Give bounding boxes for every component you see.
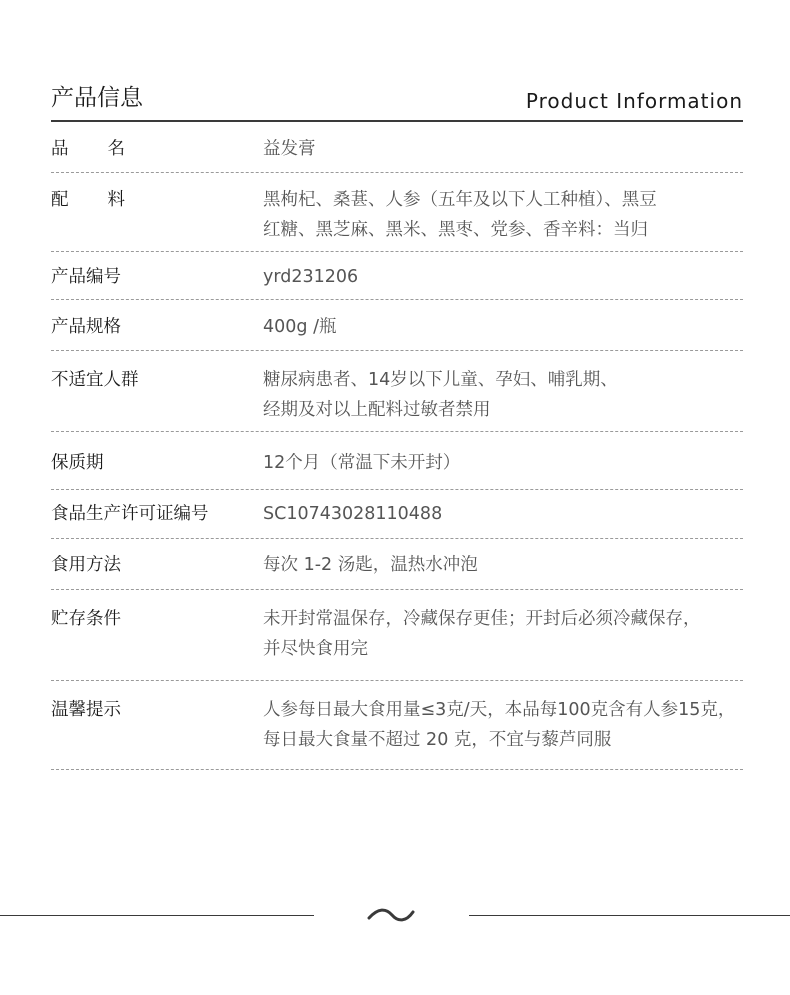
info-row-value-line: 人参每日最大食用量≤3克/天，本品每100克含有人参15克，: [263, 700, 736, 720]
info-row-value: [263, 448, 743, 478]
info-row-value: [263, 134, 743, 164]
footer-divider-left: [0, 915, 314, 916]
info-row-label: 温馨提示: [51, 700, 121, 720]
info-row-label: 食用方法: [51, 555, 121, 575]
info-row: [51, 432, 743, 490]
info-row-value-line: 经期及对以上配料过敏者禁用: [263, 400, 491, 420]
info-row-label: 品 名: [51, 139, 125, 159]
info-row-value-line: 糖尿病患者、14岁以下儿童、孕妇、哺乳期、: [263, 370, 618, 390]
section-title-cn: 产品信息: [51, 85, 143, 111]
info-row: [51, 590, 743, 681]
info-row-value-line: 并尽快食用完: [263, 639, 368, 659]
info-row-label: 保质期: [51, 453, 104, 473]
info-row-label: 不适宜人群: [51, 370, 139, 390]
info-row-value-line: 每次 1-2 汤匙，温热水冲泡: [263, 555, 478, 575]
info-row-value: [263, 185, 743, 245]
footer-divider-right: [469, 915, 790, 916]
info-row-value: [263, 365, 743, 425]
info-row: [51, 300, 743, 351]
info-row-value: [263, 262, 743, 292]
info-row-value-line: 黑枸杞、桑葚、人参（五年及以下人工种植）、黑豆: [263, 190, 657, 210]
info-row-value-line: 益发膏: [263, 139, 316, 159]
info-row-value-line: 红糖、黑芝麻、黑米、黑枣、党参、香辛料：当归: [263, 220, 648, 240]
info-row-label: 贮存条件: [51, 609, 121, 629]
product-info-table: [51, 122, 743, 770]
info-row-value-line: yrd231206: [263, 267, 359, 287]
info-row-value: [263, 604, 743, 664]
info-row: [51, 490, 743, 539]
info-row-value: [263, 695, 743, 755]
info-row-value-line: 每日最大食量不超过 20 克，不宜与藜芦同服: [263, 730, 612, 750]
section-title-en: Product Information: [525, 89, 743, 113]
info-row-label: 食品生产许可证编号: [51, 504, 209, 524]
info-row-label: 产品规格: [51, 317, 121, 337]
info-row-label: 配 料: [51, 190, 125, 210]
info-row: [51, 173, 743, 252]
info-row-value-line: 12个月（常温下未开封）: [263, 453, 461, 473]
info-row: [51, 122, 743, 173]
section-header: [51, 80, 743, 122]
info-row: [51, 539, 743, 590]
info-row: [51, 351, 743, 432]
info-row: [51, 252, 743, 300]
info-row: [51, 681, 743, 770]
info-row-value-line: 400g /瓶: [263, 317, 337, 337]
info-row-value-line: SC10743028110488: [263, 504, 443, 524]
info-row-value: [263, 550, 743, 580]
info-row-value: [263, 499, 743, 529]
info-row-value: [263, 312, 743, 342]
info-row-value-line: 未开封常温保存，冷藏保存更佳；开封后必须冷藏保存，: [263, 609, 701, 629]
info-row-label: 产品编号: [51, 267, 121, 287]
tilde-icon: [366, 903, 416, 927]
